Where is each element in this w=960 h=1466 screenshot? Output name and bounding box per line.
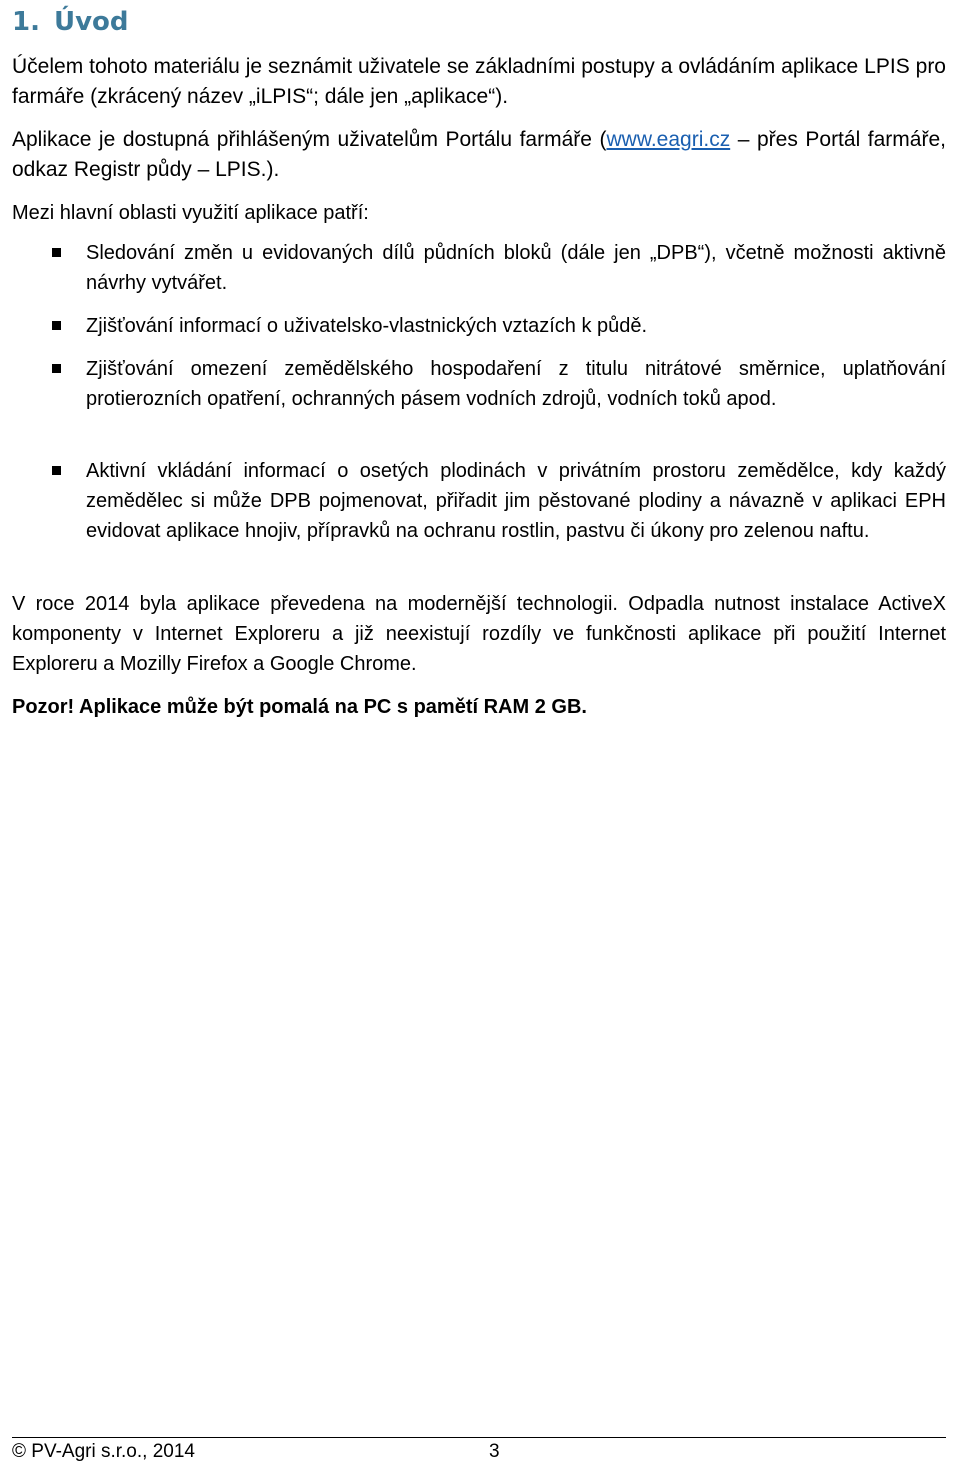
list-item-text: Zjišťování omezení zemědělského hospodaření z titulu nitrátové směrnice, uplatňování protierozních opatření, ochranných pásem vodních zdrojů, vodních toků apod. xyxy=(86,358,946,410)
list-item-text: Sledování změn u evidovaných dílů půdních bloků (dále jen „DPB“), včetně možnosti aktivně návrhy vytvářet. xyxy=(86,242,946,294)
square-bullet-icon xyxy=(52,364,61,373)
list-item-text: Aktivní vkládání informací o osetých plodinách v privátním prostoru zemědělce, kdy každý zemědělec si může DPB pojmenovat, přiřadit jim pěstované plodiny a návazně v aplikaci EPH evidovat aplikace hnojiv, přípravků na ochranu rostlin, pastvu či úkony pro zelenou naftu. xyxy=(86,460,946,542)
section-heading xyxy=(12,2,129,42)
intro-paragraph-purpose: Účelem tohoto materiálu je seznámit uživatele se základními postupy a ovládáním aplikace LPIS pro farmáře (zkrácený název „iLPIS“; dále jen „aplikace“). xyxy=(12,55,946,108)
square-bullet-icon xyxy=(52,466,61,475)
list-item xyxy=(86,456,946,546)
section-title: Úvod xyxy=(53,7,129,37)
square-bullet-icon xyxy=(52,321,61,330)
list-item-text: Zjišťování informací o uživatelsko-vlastnických vztazích k půdě. xyxy=(86,315,648,337)
availability-text-start: Aplikace je dostupná přihlášeným uživatelům Portálu farmáře ( xyxy=(12,128,607,151)
list-item xyxy=(86,238,946,298)
list-item xyxy=(86,311,946,341)
ram-warning: Pozor! Aplikace může být pomalá na PC s pamětí RAM 2 GB. xyxy=(12,696,587,718)
usage-areas-intro: Mezi hlavní oblasti využití aplikace patří: xyxy=(12,202,369,224)
section-number: 1. xyxy=(12,7,40,37)
list-item xyxy=(86,354,946,414)
footer-copyright: © PV-Agri s.r.o., 2014 xyxy=(12,1441,195,1462)
technology-paragraph: V roce 2014 byla aplikace převedena na modernější technologii. Odpadla nutnost instalace ActiveX komponenty v Internet Exploreru a již neexistují rozdíly ve funkčnosti aplikace při použití Internet Exploreru a Mozilly Firefox a Google Chrome. xyxy=(12,593,946,675)
eagri-link[interactable]: www.eagri.cz xyxy=(606,128,731,151)
page-footer xyxy=(12,1437,946,1466)
square-bullet-icon xyxy=(52,248,61,257)
availability-text-end: – přes Portál farmáře, odkaz Registr půdy – LPIS.). xyxy=(12,128,946,181)
page-number: 3 xyxy=(489,1441,500,1462)
intro-paragraph-availability xyxy=(12,125,946,185)
